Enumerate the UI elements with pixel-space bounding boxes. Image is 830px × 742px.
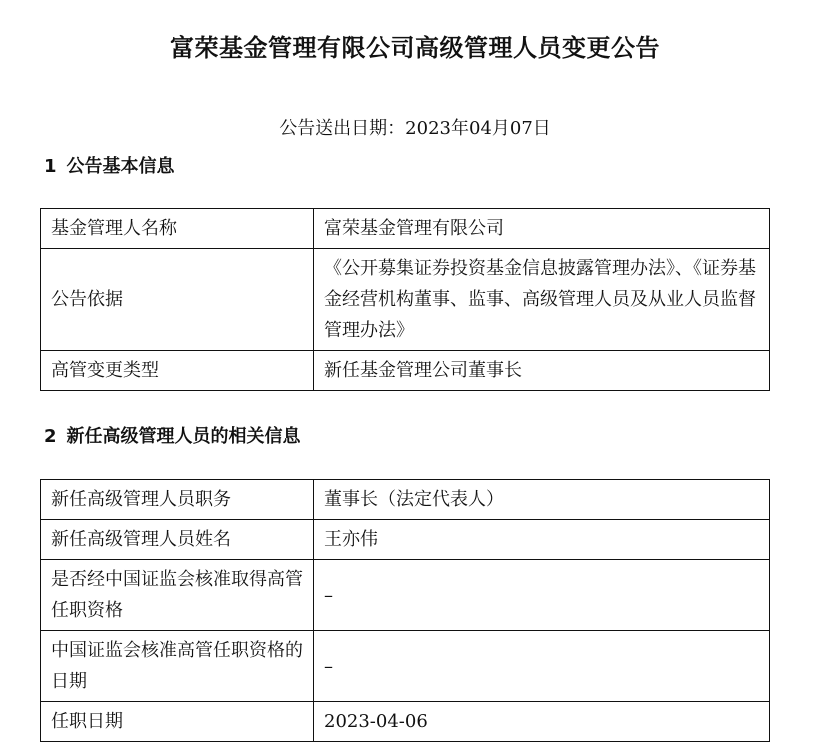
row-label-fund-manager: 基金管理人名称 [41,209,314,249]
row-value-change-type: 新任基金管理公司董事长 [314,351,770,391]
table-row [41,209,770,249]
table-row [41,520,770,560]
row-label-position: 新任高级管理人员职务 [41,480,314,520]
row-label-basis: 公告依据 [41,249,314,351]
row-label-approval-date: 中国证监会核准高管任职资格的日期 [41,631,314,702]
basic-info-table [40,208,770,391]
new-executive-table [40,479,770,742]
row-value-position: 董事长（法定代表人） [314,480,770,520]
section-number: 1 [44,156,57,177]
section-title: 新任高级管理人员的相关信息 [66,426,301,447]
row-value-approval-date: – [314,631,770,702]
row-value-qualification-approved: – [314,560,770,631]
table-row [41,631,770,702]
row-value-start-date: 2023-04-06 [314,702,770,742]
row-value-fund-manager: 富荣基金管理有限公司 [314,209,770,249]
row-label-qualification-approved: 是否经中国证监会核准取得高管任职资格 [41,560,314,631]
section-number: 2 [44,426,57,447]
row-label-start-date: 任职日期 [41,702,314,742]
table-row [41,249,770,351]
row-value-name: 王亦伟 [314,520,770,560]
row-label-change-type: 高管变更类型 [41,351,314,391]
table-row [41,702,770,742]
row-value-basis: 《公开募集证券投资基金信息披露管理办法》、《证券基金经营机构董事、监事、高级管理人员及从业人员监督管理办法》 [314,249,770,351]
announcement-date: 公告送出日期：2023年04月07日 [279,118,551,139]
section-heading-new-executive [44,422,301,448]
announcement-title: 富荣基金管理有限公司高级管理人员变更公告 [170,34,660,62]
section-heading-basic-info [44,152,175,178]
row-label-name: 新任高级管理人员姓名 [41,520,314,560]
table-row [41,560,770,631]
table-row [41,351,770,391]
section-title: 公告基本信息 [66,156,175,177]
table-row [41,480,770,520]
